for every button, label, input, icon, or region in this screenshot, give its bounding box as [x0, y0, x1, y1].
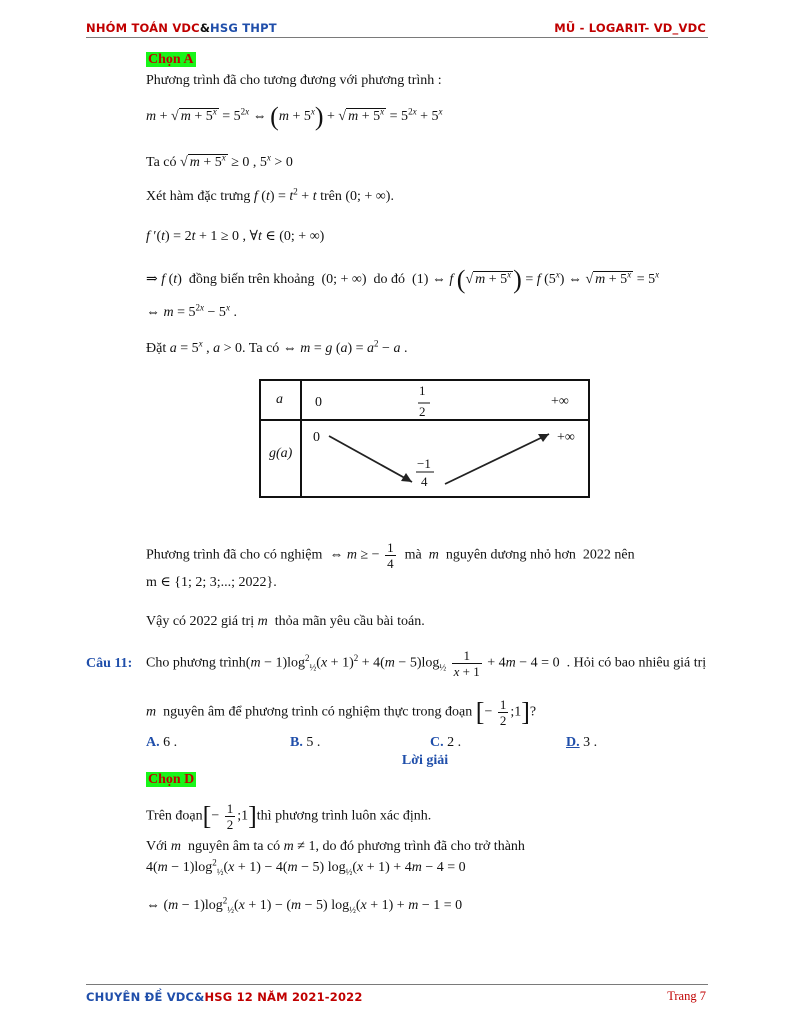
xet-ham-line: Xét hàm đặc trưng f $(t) = t^2 + t$ trên (0; + ∞).: [146, 186, 394, 204]
question-11-mark: ?: [529, 704, 537, 720]
header-left-part2: HSG THPT: [210, 21, 277, 35]
table-a-infinity: +∞: [551, 394, 569, 409]
table-a-zero: 0: [315, 395, 322, 410]
solution-equation-1: $4(m - 1)\log^2_{\frac{1}{2}}(x + 1) - 4(m - 5)$ $\log_{\frac{1}{2}}(x + 1) + 4m - 4 = 0$: [146, 857, 466, 877]
substitution-line: Đặt $a = 5^x$ , a > 0. Ta có ⇔ m = g $(a) = a^2 - a$ .: [146, 338, 408, 356]
conclusion-text-a: Phương trình đã cho có nghiệm: [146, 547, 323, 563]
dong-bien-text: đồng biến trên khoảng: [188, 272, 315, 288]
equation-1: m + √ $m + 5^x = 5^{2x}$ ⇔ $(m + 5^x)$ + √ $m + 5^x = 5^{2x} + 5^x$: [146, 102, 443, 131]
final-line: Vậy có 2022 giá trị m thỏa mãn yêu cầu bài toán.: [146, 614, 425, 629]
footer-rule: [86, 984, 708, 985]
question-11-text-a: Cho phương trình: [146, 655, 246, 671]
table-half-den: 2: [419, 404, 426, 419]
question-11-text: Cho phương trình(m − $1)\log^2_{\frac{1}{2}}(x + 1)^2 + 4(m - 5)\log_{\frac{1}{2}}$ $\frac{1}{x + 1}$ + 4m − 4 = 0 . Hỏi có bao nhiêu giá trị: [146, 648, 707, 679]
option-a-value: 6 .: [163, 735, 178, 750]
monotone-line: ⇒ f (t) đồng biến trên khoảng (0; + ∞) do đó (1) ⇔ f (√ $m + 5^x) = f$ (5$^x$) ⇔ √ $m + 5^x = 5^x$: [146, 265, 660, 294]
variation-table: [259, 379, 590, 498]
header-left-part1: NHÓM TOÁN VDC: [86, 21, 200, 35]
solution-title: Lời giải: [401, 753, 449, 768]
option-d-value: 3 .: [583, 735, 598, 750]
conclusion-text-b: mà: [404, 547, 422, 563]
table-row1-label: a: [276, 392, 283, 407]
solution-line1-text-b: thì phương trình luôn xác định.: [256, 808, 432, 824]
increase-arrow: [445, 434, 549, 484]
option-a: [146, 734, 177, 752]
choice-a-label: [146, 51, 196, 69]
option-b: [290, 734, 320, 752]
page-number: Trang 7: [667, 989, 706, 1003]
option-c-letter: C.: [430, 735, 444, 750]
intro-text: Phương trình đã cho tương đương với phương trình :: [146, 73, 442, 88]
choice-d-label: [146, 771, 196, 789]
decrease-arrow: [329, 436, 412, 482]
question-11-label: Câu 11:: [86, 656, 133, 671]
footer-left-part2: HSG 12 NĂM 2021-2022: [204, 990, 363, 1004]
tren-text: trên: [320, 189, 342, 204]
table-g-infinity: +∞: [557, 430, 575, 445]
solution-equation-2: ⇔ $(m - 1)\log^2_{\frac{1}{2}}(x + 1) - (m - 5)$ $\log_{\frac{1}{2}}(x + 1) + m - 1 = 0$: [146, 895, 463, 915]
ta-co2-text: . Ta có: [242, 341, 280, 356]
conclusion-text-c: nguyên dương nhỏ hơn: [445, 547, 576, 563]
conclusion-number: 2022: [582, 547, 611, 563]
option-c-value: 2 .: [447, 735, 462, 750]
question-11-line2-text: nguyên âm để phương trình có nghiệm thực trong đoạn: [163, 704, 473, 720]
dat-text: Đặt: [146, 341, 167, 356]
option-b-value: 5 .: [306, 735, 321, 750]
page-header-left: [86, 21, 277, 35]
footer-left-amp: &: [194, 990, 205, 1004]
derivative-line: f ′(t) = 2t + 1 ≥ 0 , ∀t ∈ (0; + ∞): [146, 229, 325, 244]
question-11-text-b: . Hỏi có bao nhiêu giá trị: [566, 655, 707, 671]
header-left-amp: &: [199, 21, 211, 35]
table-min-num: −1: [417, 456, 431, 471]
solution-line1: Trên đoạn[− $\frac{1}{2}$ ;1]thì phương trình luôn xác định.: [146, 801, 432, 832]
option-d-letter: D.: [566, 735, 580, 750]
solution-line2-text-c: , do đó phương trình đã cho trở thành: [315, 839, 525, 854]
choice-d-highlight: Chọn D: [148, 772, 195, 787]
header-rule: [86, 37, 708, 38]
option-a-letter: A.: [146, 735, 160, 750]
conclusion-line1: Phương trình đã cho có nghiệm ⇔ m ≥ − $\frac{1}{4}$ mà m nguyên dương nhỏ hơn 2022 nên: [146, 540, 635, 571]
table-g-zero: 0: [313, 430, 320, 445]
table-half-num: 1: [419, 383, 426, 398]
solution-line2-text-b: nguyên âm ta có: [188, 839, 281, 854]
choice-a-highlight: Chọn A: [148, 52, 194, 67]
solution-line2: Với m nguyên âm ta có m ≠ 1, do đó phương trình đã cho trở thành: [146, 839, 525, 854]
do-do-text: do đó: [373, 272, 406, 288]
xet-ham-text: Xét hàm đặc trưng: [146, 189, 251, 204]
ta-co-line: Ta có √ $m + 5^x \ge 0$ , $5^x > 0$: [146, 152, 293, 170]
set-line: m ∈ {1; 2; 3;...; 2022}.: [146, 575, 277, 590]
final-text-a: Vậy có 2022 giá trị: [146, 614, 255, 629]
final-text-b: thỏa mãn yêu cầu bài toán.: [274, 614, 425, 629]
m-expression-line: ⇔ $m = 5^{2x} - 5^x$ .: [146, 302, 237, 320]
ta-co-text: Ta có: [146, 155, 177, 170]
option-d: [566, 734, 597, 752]
option-b-letter: B.: [290, 735, 303, 750]
option-c: [430, 734, 461, 752]
conclusion-text-d: nên: [614, 547, 635, 563]
question-11-line2: m nguyên âm để phương trình có nghiệm thực trong đoạn [− $\frac{1}{2}$ ;1]?: [146, 697, 537, 728]
footer-left-part1: CHUYÊN ĐỀ VDC: [86, 990, 195, 1004]
table-row2-label: g(a): [269, 446, 293, 461]
solution-line2-text-a: Với: [146, 839, 168, 854]
page-footer-left: [86, 990, 363, 1004]
solution-line1-text-a: Trên đoạn: [146, 808, 203, 824]
page-header-right: MŨ - LOGARIT- VD_VDC: [554, 21, 706, 35]
table-min-den: 4: [421, 474, 428, 489]
